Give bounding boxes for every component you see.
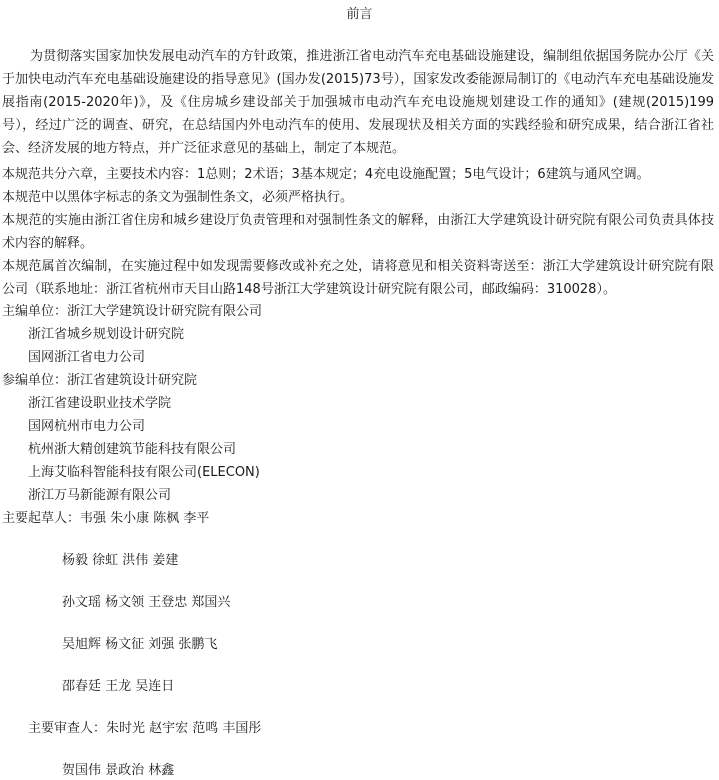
drafters-row xyxy=(2,510,209,528)
participating-unit-item: 浙江省建设职业技术学院 xyxy=(28,396,172,411)
reviewers-label: 主要审查人： xyxy=(28,721,107,736)
management-paragraph: 本规范的实施由浙江省住房和城乡建设厅负责管理和对强制性条文的解释，由浙江大学建筑设计研究院有限公司负责具体技术内容的解释。 xyxy=(2,213,714,251)
reviewers-row xyxy=(28,720,261,738)
participating-units-label: 参编单位： xyxy=(2,373,68,388)
participating-units-row xyxy=(2,372,197,390)
page-title: 前言 xyxy=(346,7,373,22)
chief-unit-item: 国网浙江省电力公司 xyxy=(28,350,146,365)
drafter-names: 吴旭辉 杨文征 刘强 张鹏飞 xyxy=(62,637,218,652)
chief-units-row xyxy=(2,303,262,321)
drafter-names: 邵春廷 王龙 吴连日 xyxy=(62,679,175,694)
participating-unit-item: 上海艾临科智能科技有限公司(ELECON) xyxy=(28,465,260,480)
mandatory-paragraph: 本规范中以黑体字标志的条文为强制性条文，必须严格执行。 xyxy=(2,190,354,205)
participating-unit-item: 浙江省建筑设计研究院 xyxy=(67,373,198,388)
participating-unit-item: 国网杭州市电力公司 xyxy=(28,419,146,434)
reviewer-names: 朱时光 赵宇宏 范鸣 丰国彤 xyxy=(106,721,262,736)
participating-unit-item: 浙江万马新能源有限公司 xyxy=(28,488,172,503)
feedback-paragraph: 本规范属首次编制，在实施过程中如发现需要修改或补充之处，请将意见和相关资料寄送至：浙江大学建筑设计研究院有限公司（联系地址：浙江省杭州市天目山路148号浙江大学建筑设计研究院有限公司，邮政编码：310028）。 xyxy=(2,259,714,297)
drafters-label: 主要起草人： xyxy=(2,511,81,526)
drafter-names: 杨毅 徐虹 洪伟 姜建 xyxy=(62,553,179,568)
chief-units-label: 主编单位： xyxy=(2,304,68,319)
intro-paragraph: 为贯彻落实国家加快发展电动汽车的方针政策，推进浙江省电动汽车充电基础设施建设，编制组依据国务院办公厅《关于加快电动汽车充电基础设施建设的指导意见》(国办发(2015)73号），国家发改委能源局制订的《电动汽车充电基础设施发展指南(2015-2020年)》，及《住房城乡建设部关于加强城市电动汽车充电设施规划建设工作的通知》(建规(2015)199号），经过广泛的调查、研究，在总结国内外电动汽车的使用、发展现状及相关方面的实践经验和研究成果，结合浙江省社会、经济发展的地方特点，并广泛征求意见的基础上，制定了本规范。 xyxy=(2,49,714,156)
participating-unit-item: 杭州浙大精创建筑节能科技有限公司 xyxy=(28,442,237,457)
chief-unit-item: 浙江省城乡规划设计研究院 xyxy=(28,327,185,342)
reviewer-names: 贺国伟 景政治 林鑫 xyxy=(62,763,175,778)
chief-unit-item: 浙江大学建筑设计研究院有限公司 xyxy=(67,304,263,319)
drafter-names: 孙文瑶 杨文领 王登忠 郑国兴 xyxy=(62,595,231,610)
contents-paragraph: 本规范共分六章，主要技术内容：1总则；2术语；3基本规定；4充电设施配置；5电气设计；6建筑与通风空调。 xyxy=(2,167,650,182)
drafter-names: 韦强 朱小康 陈枫 李平 xyxy=(80,511,210,526)
